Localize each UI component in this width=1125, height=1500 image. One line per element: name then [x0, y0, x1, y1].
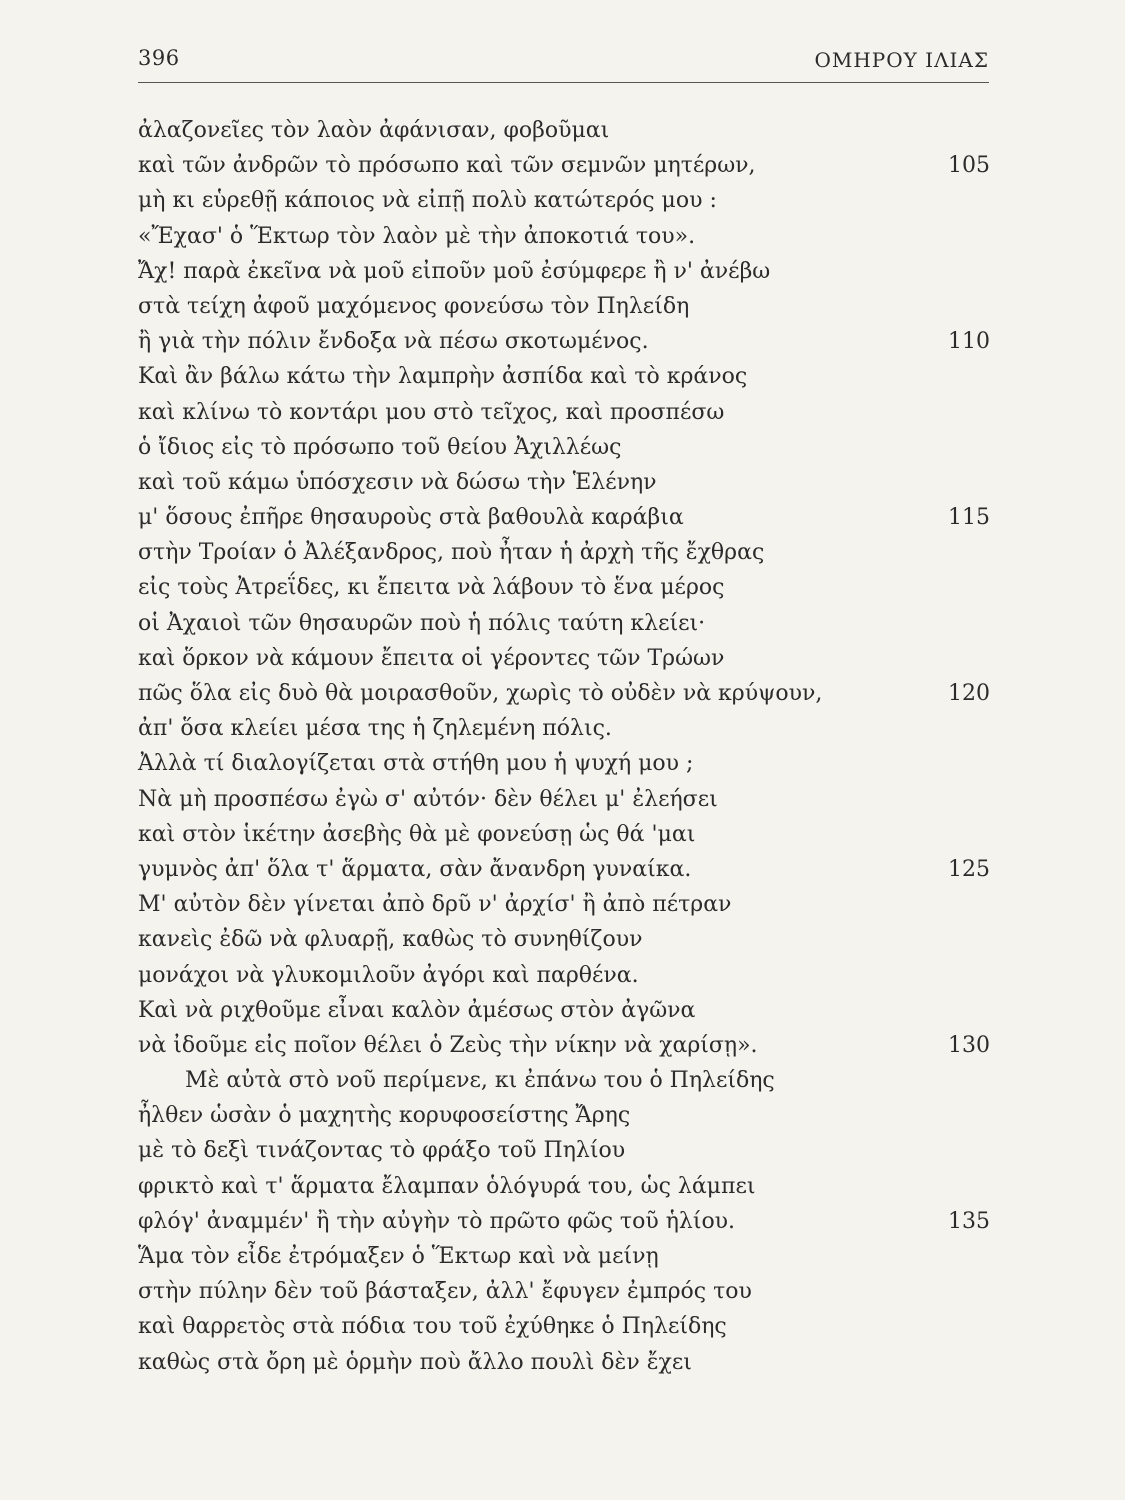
- verse-line: [138, 500, 990, 535]
- verse-line: [138, 395, 990, 430]
- verse-line: [138, 1169, 990, 1204]
- line-number: 115: [948, 505, 990, 531]
- verse-line: [138, 324, 990, 359]
- verse-line: [138, 254, 990, 289]
- verse-line: [138, 148, 990, 183]
- verse-text: νὰ ἰδοῦμε εἰς ποῖον θέλει ὁ Ζεὺς τὴν νίκην νὰ χαρίσῃ».: [138, 1032, 758, 1058]
- verse-text: Μ' αὐτὸν δὲν γίνεται ἀπὸ δρῦ ν' ἀρχίσ' ἢ ἀπὸ πέτραν: [138, 892, 732, 918]
- page-header: [138, 40, 989, 83]
- verse-text: ἀλαζονεῖες τὸν λαὸν ἀφάνισαν, φοβοῦμαι: [138, 118, 610, 143]
- verse-text: Νὰ μὴ προσπέσω ἐγὼ σ' αὐτόν· δὲν θέλει μ' ἐλεήσει: [138, 786, 718, 812]
- verse-text: Μὲ αὐτὰ στὸ νοῦ περίμενε, κι ἐπάνω του ὁ Πηλείδης: [185, 1068, 775, 1094]
- line-number: 135: [948, 1208, 990, 1234]
- verse-text: φλόγ' ἀναμμέν' ἢ τὴν αὐγὴν τὸ πρῶτο φῶς τοῦ ἡλίου.: [138, 1208, 736, 1234]
- verse-text: ὁ ἴδιος εἰς τὸ πρόσωπο τοῦ θείου Ἀχιλλέως: [138, 434, 622, 460]
- verse-text: μ' ὅσους ἐπῆρε θησαυροὺς στὰ βαθουλὰ καράβια: [138, 505, 684, 531]
- verse-text: στὰ τείχη ἀφοῦ μαχόμενος φονεύσω τὸν Πηλείδη: [138, 293, 690, 319]
- verse-text: γυμνὸς ἀπ' ὅλα τ' ἅρματα, σὰν ἄνανδρη γυναίκα.: [138, 856, 692, 882]
- verse-text: πῶς ὅλα εἰς δυὸ θὰ μοιρασθοῦν, χωρὶς τὸ οὐδὲν νὰ κρύψουν,: [138, 681, 823, 706]
- line-number: 120: [948, 681, 990, 706]
- verse-text: ἦλθεν ὡσὰν ὁ μαχητὴς κορυφοσείστης Ἄρης: [138, 1103, 631, 1129]
- verse-line: [138, 711, 990, 746]
- verse-line: [138, 746, 990, 781]
- verse-text: κανεὶς ἐδῶ νὰ φλυαρῇ, καθὼς τὸ συνηθίζουν: [138, 927, 643, 953]
- verse-line: [138, 1133, 990, 1168]
- verse-text: καὶ ὅρκον νὰ κάμουν ἔπειτα οἱ γέροντες τῶν Τρώων: [138, 645, 725, 671]
- verse-text: φρικτὸ καὶ τ' ἅρματα ἔλαμπαν ὁλόγυρά του, ὡς λάμπει: [138, 1173, 756, 1199]
- verse-text: Ἅμα τὸν εἶδε ἐτρόμαξεν ὁ Ἕκτωρ καὶ νὰ μείνῃ: [138, 1244, 659, 1269]
- verse-text: καὶ στὸν ἱκέτην ἀσεβὴς θὰ μὲ φονεύσῃ ὡς θά 'μαι: [138, 821, 696, 847]
- verse-line: [138, 570, 990, 605]
- verse-text: στὴν πύλην δὲν τοῦ βάσταξεν, ἀλλ' ἔφυγεν ἐμπρός του: [138, 1279, 752, 1305]
- verse-line: [138, 113, 990, 148]
- verse-line: [138, 183, 990, 218]
- verse-line: [138, 430, 990, 465]
- verse-text: μὲ τὸ δεξὶ τινάζοντας τὸ φράξο τοῦ Πηλίου: [138, 1138, 626, 1164]
- verse-line: [138, 1204, 990, 1239]
- verse-text: Καὶ νὰ ριχθοῦμε εἶναι καλὸν ἀμέσως στὸν ἀγῶνα: [138, 997, 696, 1023]
- verse-line: [138, 852, 990, 887]
- verse-line: [138, 676, 990, 711]
- verse-line: [138, 817, 990, 852]
- verse-text: καὶ θαρρετὸς στὰ πόδια του τοῦ ἐχύθηκε ὁ Πηλείδης: [138, 1314, 727, 1340]
- verse-text: στὴν Τροίαν ὁ Ἀλέξανδρος, ποὺ ἦταν ἡ ἀρχὴ τῆς ἔχθρας: [138, 540, 765, 566]
- verse-line: [138, 1063, 990, 1098]
- verse-line: [138, 465, 990, 500]
- verse-text: καὶ τοῦ κάμω ὑπόσχεσιν νὰ δώσω τὴν Ἑλένην: [138, 469, 657, 495]
- verse-text: οἱ Ἀχαιοὶ τῶν θησαυρῶν ποὺ ἡ πόλις ταύτη κλείει·: [138, 610, 706, 636]
- verse-text: Ἄχ! παρὰ ἐκεῖνα νὰ μοῦ εἰποῦν μοῦ ἐσύμφερε ἢ ν' ἀνέβω: [138, 258, 771, 284]
- verse-line: [138, 1274, 990, 1309]
- verse-text: Καὶ ἂν βάλω κάτω τὴν λαμπρὴν ἀσπίδα καὶ τὸ κράνος: [138, 364, 748, 390]
- verse-line: [138, 641, 990, 676]
- line-number: 110: [948, 329, 990, 355]
- verse-text: καθὼς στὰ ὄρη μὲ ὁρμὴν ποὺ ἄλλο πουλὶ δὲν ἔχει: [138, 1349, 692, 1375]
- verse-line: [138, 1098, 990, 1133]
- page-number: 396: [138, 46, 180, 70]
- poem-text: [138, 113, 990, 1380]
- verse-line: [138, 219, 990, 254]
- verse-line: [138, 606, 990, 641]
- verse-line: [138, 359, 990, 394]
- line-number: 130: [948, 1032, 990, 1058]
- verse-line: [138, 1309, 990, 1344]
- verse-line: [138, 887, 990, 922]
- verse-line: [138, 782, 990, 817]
- verse-line: [138, 922, 990, 957]
- verse-text: ἢ γιὰ τὴν πόλιν ἔνδοξα νὰ πέσω σκοτωμένος.: [138, 329, 649, 355]
- verse-line: [138, 289, 990, 324]
- verse-text: ἀπ' ὅσα κλείει μέσα της ἡ ζηλεμένη πόλις.: [138, 716, 612, 742]
- verse-text: εἰς τοὺς Ἀτρεΐδες, κι ἔπειτα νὰ λάβουν τὸ ἕνα μέρος: [138, 575, 725, 601]
- verse-line: [138, 958, 990, 993]
- verse-line: [138, 1345, 990, 1380]
- verse-text: μονάχοι νὰ γλυκομιλοῦν ἀγόρι καὶ παρθένα.: [138, 962, 639, 988]
- verse-line: [138, 535, 990, 570]
- verse-text: «Ἔχασ' ὁ Ἕκτωρ τὸν λαὸν μὲ τὴν ἀποκοτιά του».: [138, 223, 696, 249]
- verse-text: μὴ κι εὑρεθῇ κάποιος νὰ εἰπῇ πολὺ κατώτερός μου :: [138, 188, 717, 214]
- running-title: ΟΜΗΡΟΥ ΙΛΙΑΣ: [814, 48, 989, 72]
- line-number: 125: [948, 856, 990, 882]
- verse-text: καὶ κλίνω τὸ κοντάρι μου στὸ τεῖχος, καὶ προσπέσω: [138, 399, 725, 425]
- verse-text: Ἀλλὰ τί διαλογίζεται στὰ στήθη μου ἡ ψυχή μου ;: [138, 751, 694, 777]
- verse-line: [138, 1239, 990, 1274]
- line-number: 105: [948, 153, 990, 179]
- verse-line: [138, 1028, 990, 1063]
- verse-text: καὶ τῶν ἀνδρῶν τὸ πρόσωπο καὶ τῶν σεμνῶν μητέρων,: [138, 153, 756, 179]
- verse-line: [138, 993, 990, 1028]
